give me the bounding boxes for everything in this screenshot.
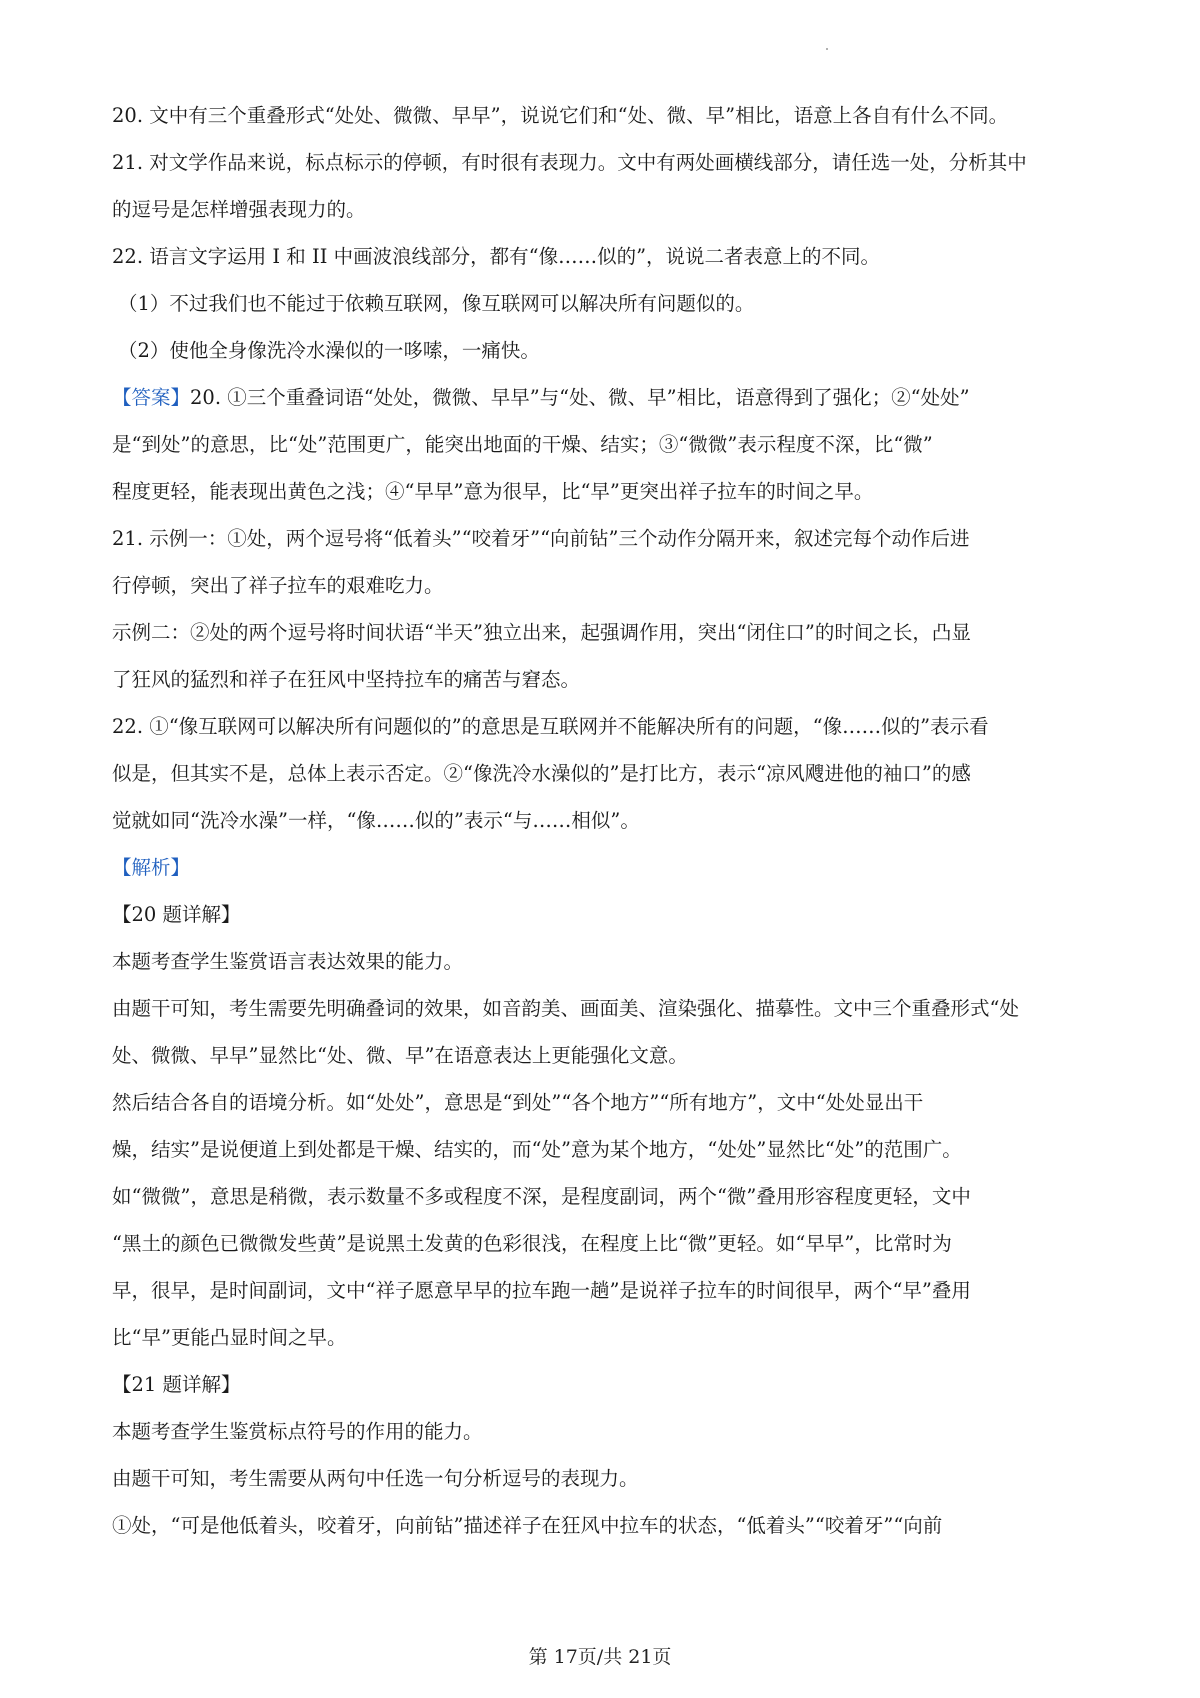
text-line: [112, 327, 1102, 374]
text-line: [112, 1314, 1102, 1361]
line-text: 了狂风的猛烈和祥子在狂风中坚持拉车的痛苦与窘态。: [112, 668, 581, 691]
line-text: 燥，结实”是说便道上到处都是干燥、结实的，而“处”意为某个地方，“处处”显然比“处”的范围广。: [112, 1138, 962, 1161]
scan-speck: [826, 48, 828, 50]
line-text: （2）使他全身像洗冷水澡似的一哆嗦，一痛快。: [118, 339, 540, 362]
line-text: 似是，但其实不是，总体上表示否定。②“像洗冷水澡似的”是打比方，表示“凉风飕进他的袖口”的感: [112, 762, 971, 785]
line-text: 程度更轻，能表现出黄色之浅；④“早早”意为很早，比“早”更突出祥子拉车的时间之早。: [112, 480, 874, 503]
line-text: 本题考查学生鉴赏语言表达效果的能力。: [112, 950, 464, 973]
line-text: 是“到处”的意思，比“处”范围更广，能突出地面的干燥、结实；③“微微”表示程度不深，比“微”: [112, 433, 933, 456]
line-text: 由题干可知，考生需要从两句中任选一句分析逗号的表现力。: [112, 1467, 639, 1490]
text-line: [112, 1502, 1102, 1549]
line-text: 21. 对文学作品来说，标点标示的停顿，有时很有表现力。文中有两处画横线部分，请任选一处，分析其中: [112, 151, 1027, 174]
text-line: [112, 750, 1102, 797]
text-line: [112, 186, 1102, 233]
line-text: 由题干可知，考生需要先明确叠词的效果，如音韵美、画面美、渲染强化、描摹性。文中三个重叠形式“处: [112, 997, 1019, 1020]
section-tag: 【答案】: [112, 386, 191, 409]
text-line: [112, 468, 1102, 515]
line-text: 【21 题详解】: [112, 1373, 241, 1396]
line-text: 22. 语言文字运用 I 和 II 中画波浪线部分，都有“像……似的”，说说二者表意上的不同。: [112, 245, 881, 268]
text-line: [112, 92, 1102, 139]
line-text: 的逗号是怎样增强表现力的。: [112, 198, 366, 221]
text-line: [112, 1267, 1102, 1314]
text-line: [112, 139, 1102, 186]
text-line: [112, 609, 1102, 656]
line-text: 比“早”更能凸显时间之早。: [112, 1326, 347, 1349]
text-line: [112, 1173, 1102, 1220]
line-text: 本题考查学生鉴赏标点符号的作用的能力。: [112, 1420, 483, 1443]
text-line: [112, 938, 1102, 985]
text-line: [112, 280, 1102, 327]
text-line: [112, 374, 1102, 421]
line-text: 20. ①三个重叠词语“处处，微微、早早”与“处、微、早”相比，语意得到了强化；②“处处”: [190, 386, 970, 409]
text-line: [112, 891, 1102, 938]
line-text: （1）不过我们也不能过于依赖互联网，像互联网可以解决所有问题似的。: [118, 292, 755, 315]
text-line: [112, 562, 1102, 609]
line-text: 早，很早，是时间副词，文中“祥子愿意早早的拉车跑一趟”是说祥子拉车的时间很早，两个“早”叠用: [112, 1279, 971, 1302]
section-tag: 【解析】: [112, 856, 191, 879]
text-line: [112, 985, 1102, 1032]
text-line: [112, 1032, 1102, 1079]
line-text: 【20 题详解】: [112, 903, 241, 926]
text-line: [112, 1408, 1102, 1455]
line-text: ①处，“可是他低着头，咬着牙，向前钻”描述祥子在狂风中拉车的状态，“低着头”“咬着牙”“向前: [112, 1514, 943, 1537]
line-text: 21. 示例一：①处，两个逗号将“低着头”“咬着牙”“向前钻”三个动作分隔开来，叙述完每个动作后进: [112, 527, 970, 550]
text-line: [112, 1361, 1102, 1408]
line-text: 然后结合各自的语境分析。如“处处”，意思是“到处”“各个地方”“所有地方”，文中“处处显出干: [112, 1091, 924, 1114]
line-text: 行停顿，突出了祥子拉车的艰难吃力。: [112, 574, 444, 597]
text-line: [112, 656, 1102, 703]
text-line: [112, 1126, 1102, 1173]
line-text: 示例二：②处的两个逗号将时间状语“半天”独立出来，起强调作用，突出“闭住口”的时间之长，凸显: [112, 621, 971, 644]
text-line: [112, 797, 1102, 844]
text-line: [112, 844, 1102, 891]
text-line: [112, 421, 1102, 468]
line-text: 处、微微、早早”显然比“处、微、早”在语意表达上更能强化文意。: [112, 1044, 688, 1067]
text-line: [112, 1079, 1102, 1126]
line-text: “黑土的颜色已微微发些黄”是说黑土发黄的色彩很浅，在程度上比“微”更轻。如“早早”，比常时为: [112, 1232, 952, 1255]
line-text: 觉就如同“洗冷水澡”一样，“像……似的”表示“与……相似”。: [112, 809, 640, 832]
text-line: [112, 1220, 1102, 1267]
line-text: 20. 文中有三个重叠形式“处处、微微、早早”，说说它们和“处、微、早”相比，语意上各自有什么不同。: [112, 104, 1009, 127]
text-line: [112, 703, 1102, 750]
text-line: [112, 233, 1102, 280]
document-body: [112, 92, 1102, 1549]
text-line: [112, 1455, 1102, 1502]
text-line: [112, 515, 1102, 562]
line-text: 如“微微”，意思是稍微，表示数量不多或程度不深，是程度副词，两个“微”叠用形容程度更轻，文中: [112, 1185, 971, 1208]
page-footer: 第 17页/共 21页: [528, 1646, 672, 1668]
line-text: 22. ①“像互联网可以解决所有问题似的”的意思是互联网并不能解决所有的问题，“像……似的”表示看: [112, 715, 989, 738]
